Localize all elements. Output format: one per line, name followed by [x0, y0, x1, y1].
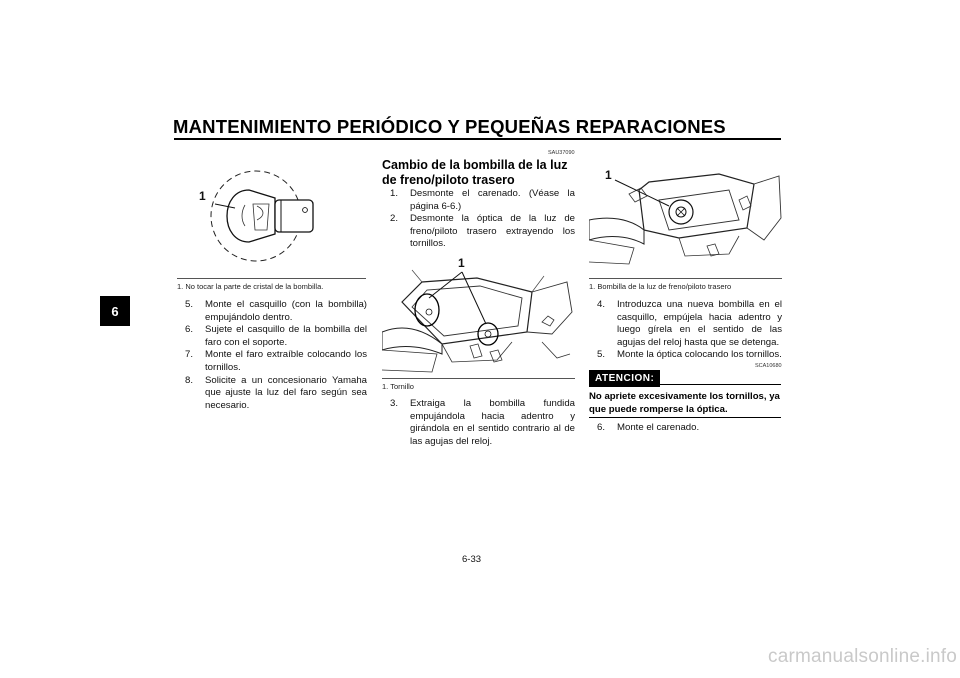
step-number: 4. — [597, 299, 606, 310]
step-item — [185, 375, 367, 413]
caution-text: No apriete excesivamente los tornillos, ya que puede romperse la óptica. — [589, 391, 780, 415]
step-item — [597, 349, 782, 362]
page-number: 6-33 — [462, 554, 482, 565]
step-item — [390, 398, 575, 448]
section-heading: Cambio de la bombilla de la luz de freno/piloto trasero — [382, 158, 568, 187]
figure-caption: 1. Bombilla de la luz de freno/piloto trasero — [589, 282, 732, 291]
step-item — [185, 299, 367, 324]
taillight-bulb-callout: 1 — [605, 168, 612, 182]
caution-bottom-rule — [589, 417, 781, 418]
taillight-bulb-figure — [589, 160, 782, 277]
step-text: Extraiga la bombilla fundida empujándola hacia adentro y girándola en el sentido contrario al de las agujas del reloj. — [410, 398, 575, 447]
figure-caption: 1. Tornillo — [382, 382, 414, 391]
taillight-screws-callout: 1 — [458, 256, 465, 270]
step-number: 6. — [185, 324, 194, 336]
middle-step-list-b — [390, 398, 575, 448]
step-item — [390, 213, 575, 251]
caution-label: ATENCION: — [589, 370, 660, 387]
step-number: 5. — [185, 299, 194, 310]
step-number: 1. — [390, 188, 399, 199]
step-text: Monte el faro extraíble colocando los tornillos. — [205, 349, 367, 373]
bulb-figure-callout: 1 — [199, 189, 206, 203]
middle-step-list-a — [390, 188, 575, 251]
step-item — [390, 188, 575, 213]
step-text: Monte el casquillo (con la bombilla) empujándolo dentro. — [205, 299, 367, 323]
step-number: 5. — [597, 349, 606, 361]
step-item — [597, 299, 782, 349]
page-title: MANTENIMIENTO PERIÓDICO Y PEQUEÑAS REPARACIONES — [173, 116, 726, 137]
step-number: 6. — [597, 422, 606, 433]
right-step-list-a — [597, 299, 782, 362]
watermark: carmanualsonline.info — [768, 646, 958, 667]
left-step-list — [185, 299, 367, 412]
step-number: 8. — [185, 374, 194, 386]
figure-rule — [177, 278, 366, 279]
chapter-tab: 6 — [100, 296, 130, 326]
taillight-screws-figure — [382, 262, 575, 378]
step-text: Solicite a un concesionario Yamaha que ajuste la luz del faro según sea necesario. — [205, 374, 367, 411]
figure-rule — [589, 278, 782, 279]
figure-rule — [382, 378, 575, 379]
title-divider — [174, 138, 781, 140]
step-text: Monte el carenado. — [617, 422, 700, 433]
bulb-figure — [177, 160, 367, 276]
step-number: 2. — [390, 213, 399, 225]
figure-caption: 1. No tocar la parte de cristal de la bombilla. — [177, 282, 324, 291]
step-number: 7. — [185, 349, 194, 361]
step-item — [597, 422, 782, 435]
right-step-list-b — [597, 422, 782, 435]
step-number: 3. — [390, 398, 399, 409]
caution-code: SCA10680 — [755, 363, 782, 369]
step-item — [185, 324, 367, 349]
step-text: Introduzca una nueva bombilla en el casquillo, empújela hacia adentro y luego gírela en el sentido de las agujas del reloj hasta que se detenga. — [617, 299, 782, 348]
caution-rule — [660, 384, 781, 385]
section-code: SAU37090 — [548, 150, 575, 156]
step-text: Sujete el casquillo de la bombilla del faro con el soporte. — [205, 324, 367, 348]
step-item — [185, 349, 367, 374]
step-text: Monte la óptica colocando los tornillos. — [617, 349, 782, 361]
step-text: Desmonte la óptica de la luz de freno/piloto trasero extrayendo los tornillos. — [410, 213, 575, 250]
step-text: Desmonte el carenado. (Véase la página 6-6.) — [410, 188, 575, 212]
